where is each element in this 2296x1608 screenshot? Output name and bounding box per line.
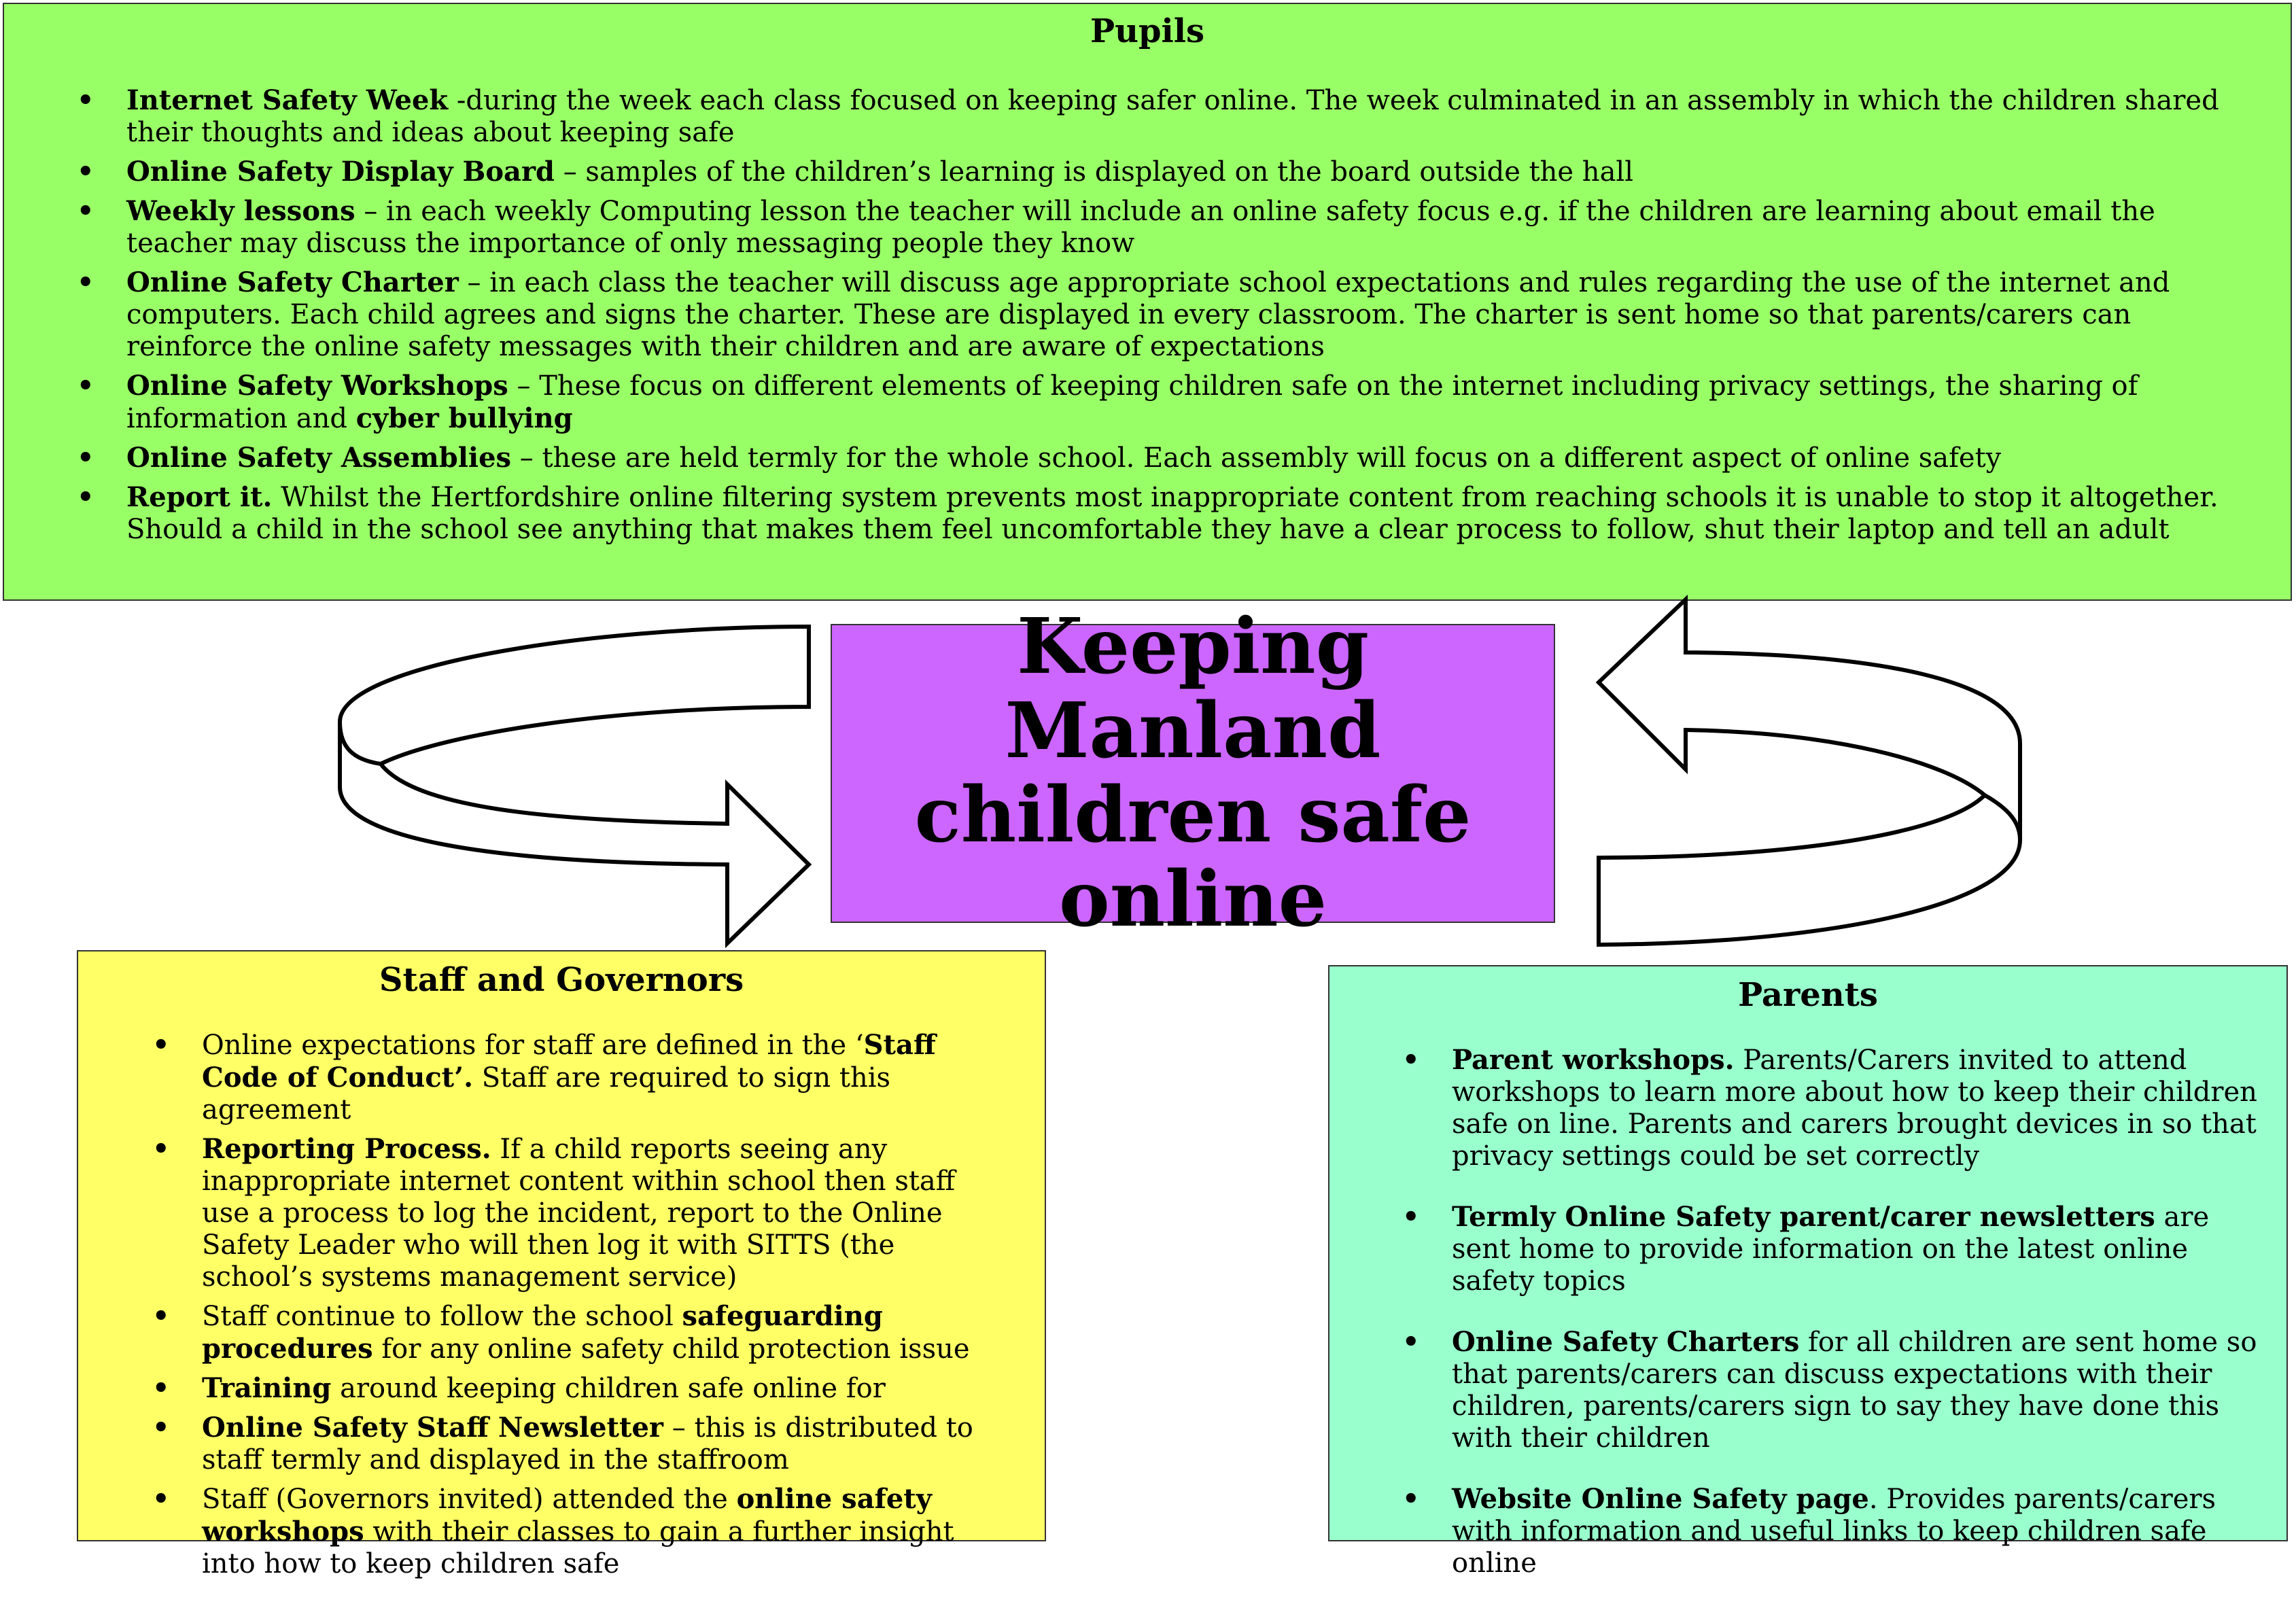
right-curved-arrow-icon (1599, 599, 2020, 945)
list-item: • Staff (Governors invited) attended the online safety workshops with their classes to gain a further insight into how to keep children safe (202, 1483, 1011, 1580)
staff-governors-box (77, 950, 1046, 1579)
list-item: • Termly Online Safety parent/carer newsletters are sent home to provide information on the latest online safety topics (1452, 1201, 2266, 1297)
staff-heading: Staff and Governors (379, 961, 744, 999)
list-item: • Online Safety Staff Newsletter – this is distributed to staff termly and displayed in the staffroom (202, 1412, 1011, 1476)
list-item: • Online Safety Charter – in each class the teacher will discuss age appropriate school expectations and rules regarding the use of the internet and computers. Each child agrees and signs the charter. These are displayed in every classroom. The charter is sent home so that parents/carers can reinforce the online safety messages with their children and are aware of expectations (126, 266, 2263, 363)
list-item: • Report it. Whilst the Hertfordshire online filtering system prevents most inappropriate content from reaching schools it is unable to stop it altogether. Should a child in the school see anything that makes them feel uncomfortable they have a clear process to follow, shut their laptop and tell an adult (126, 481, 2263, 546)
parents-heading: Parents (1738, 976, 1878, 1014)
list-item: • Website Online Safety page. Provides parents/carers with information and useful links to keep children safe online (1452, 1483, 2266, 1579)
list-item: • Parent workshops. Parents/Carers invited to attend workshops to learn more about how to keep their children safe on line. Parents and carers brought devices in so that privacy settings could be set correctly (1452, 1044, 2266, 1172)
list-item: • Internet Safety Week -during the week each class focused on keeping safer online. The week culminated in an assembly in which the children shared their thoughts and ideas about keeping safe (126, 84, 2263, 149)
list-item: • Staff continue to follow the school safeguarding procedures for any online safety child protection issue (202, 1300, 1011, 1365)
pupils-heading: Pupils (1090, 12, 1205, 50)
list-item: • Online Safety Workshops – These focus on different elements of keeping children safe on the internet including privacy settings, the sharing of information and cyber bullying (126, 370, 2263, 435)
list-item: • Online Safety Assemblies – these are held termly for the whole school. Each assembly will focus on a different aspect of online safety (126, 442, 2263, 474)
list-item: • Weekly lessons – in each weekly Computing lesson the teacher will include an online safety focus e.g. if the children are learning about email the teacher may discuss the importance of only messaging people they know (126, 195, 2263, 260)
staff-list (202, 1029, 1011, 1587)
left-curved-arrow-icon (340, 627, 809, 943)
list-item: • Online Safety Charters for all children are sent home so that parents/carers can discuss expectations with their children, parents/carers sign to say they have done this with their children (1452, 1326, 2266, 1454)
list-item: • Reporting Process. If a child reports seeing any inappropriate internet content within school then staff use a process to log the incident, report to the Online Safety Leader who will then log it with SITTS (the school’s systems management service) (202, 1133, 1011, 1293)
list-item: • Training around keeping children safe online for (202, 1372, 1011, 1405)
list-item: • Online Safety Display Board – samples of the children’s learning is displayed on the board outside the hall (126, 156, 2263, 188)
center-title-box (831, 602, 1555, 944)
diagram-title: Keeping Manland children safe online (914, 602, 1472, 944)
parents-box (1328, 965, 2288, 1579)
list-item: • Online expectations for staff are defined in the ‘Staff Code of Conduct’. Staff are required to sign this agreement (202, 1029, 1011, 1126)
parents-list (1452, 1044, 2266, 1608)
